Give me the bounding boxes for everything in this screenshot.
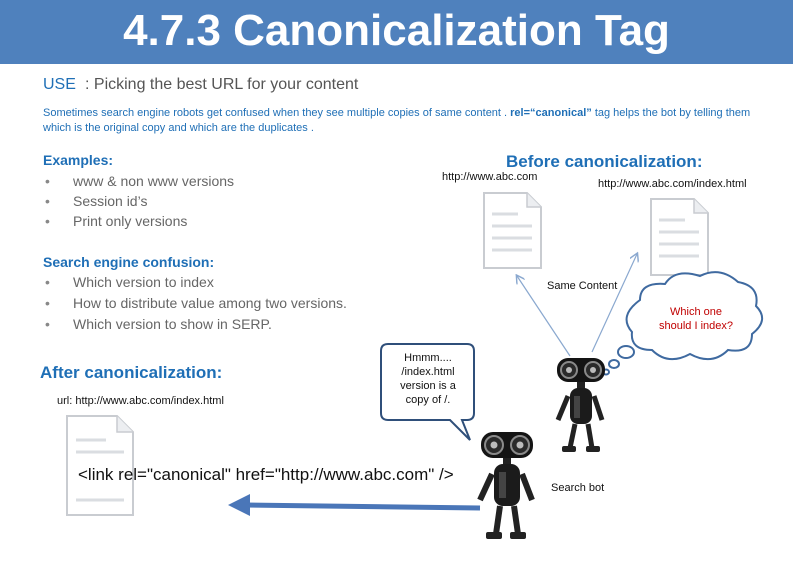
bullet-dot: • [45, 193, 50, 209]
intro-bold: rel=“canonical” [510, 107, 592, 119]
speech-text [384, 351, 472, 407]
examples-item: Session id’s [73, 193, 148, 209]
robot-icon [480, 432, 533, 539]
intro-text-before: Sometimes search engine robots get confused when they see multiple copies of same content . [43, 107, 511, 119]
confusion-item: Which version to show in SERP. [73, 316, 272, 332]
bullet-dot: • [45, 173, 50, 189]
document-icon [484, 193, 541, 268]
bullet-dot: • [45, 213, 50, 229]
arrow-icon [228, 494, 480, 516]
examples-heading: Examples: [43, 152, 114, 168]
search-bot-label: Search bot [551, 482, 605, 494]
before-heading: Before canonicalization: [506, 152, 703, 171]
thought-line: Which one [670, 306, 722, 318]
bullet-dot: • [45, 274, 50, 290]
intro-text-after: tag helps the bot by telling them which is the original copy and which are the duplicates . [43, 107, 751, 134]
thought-line: should I index? [659, 320, 733, 332]
page-title: 4.7.3 Canonicalization Tag [123, 6, 670, 55]
speech-line: Hmmm.... [404, 352, 452, 364]
same-content-label: Same Content [547, 280, 618, 292]
bullet-dot: • [45, 295, 50, 311]
confusion-heading: Search engine confusion: [43, 254, 215, 270]
canonical-code: <link rel="canonical" href="http://www.abc.com" /> [78, 465, 454, 484]
after-heading: After canonicalization: [40, 363, 223, 382]
use-text: : Picking the best URL for your content [85, 76, 359, 93]
arrow-icon [592, 254, 637, 352]
speech-line: version is a [400, 380, 456, 392]
document-icon [651, 199, 708, 275]
before-url-root: http://www.abc.com [442, 171, 538, 183]
after-url-label: url: http://www.abc.com/index.html [57, 395, 224, 407]
confusion-item: How to distribute value among two versions. [73, 295, 347, 311]
robot-icon [557, 358, 605, 452]
use-label: USE [43, 76, 76, 93]
before-url-index: http://www.abc.com/index.html [598, 178, 747, 190]
thought-text [648, 305, 744, 333]
confusion-item: Which version to index [73, 274, 214, 290]
bullet-dot: • [45, 316, 50, 332]
speech-line: copy of /. [405, 394, 451, 406]
examples-item: www & non www versions [73, 173, 235, 189]
speech-line: /index.html [401, 366, 455, 378]
examples-item: Print only versions [73, 213, 188, 229]
